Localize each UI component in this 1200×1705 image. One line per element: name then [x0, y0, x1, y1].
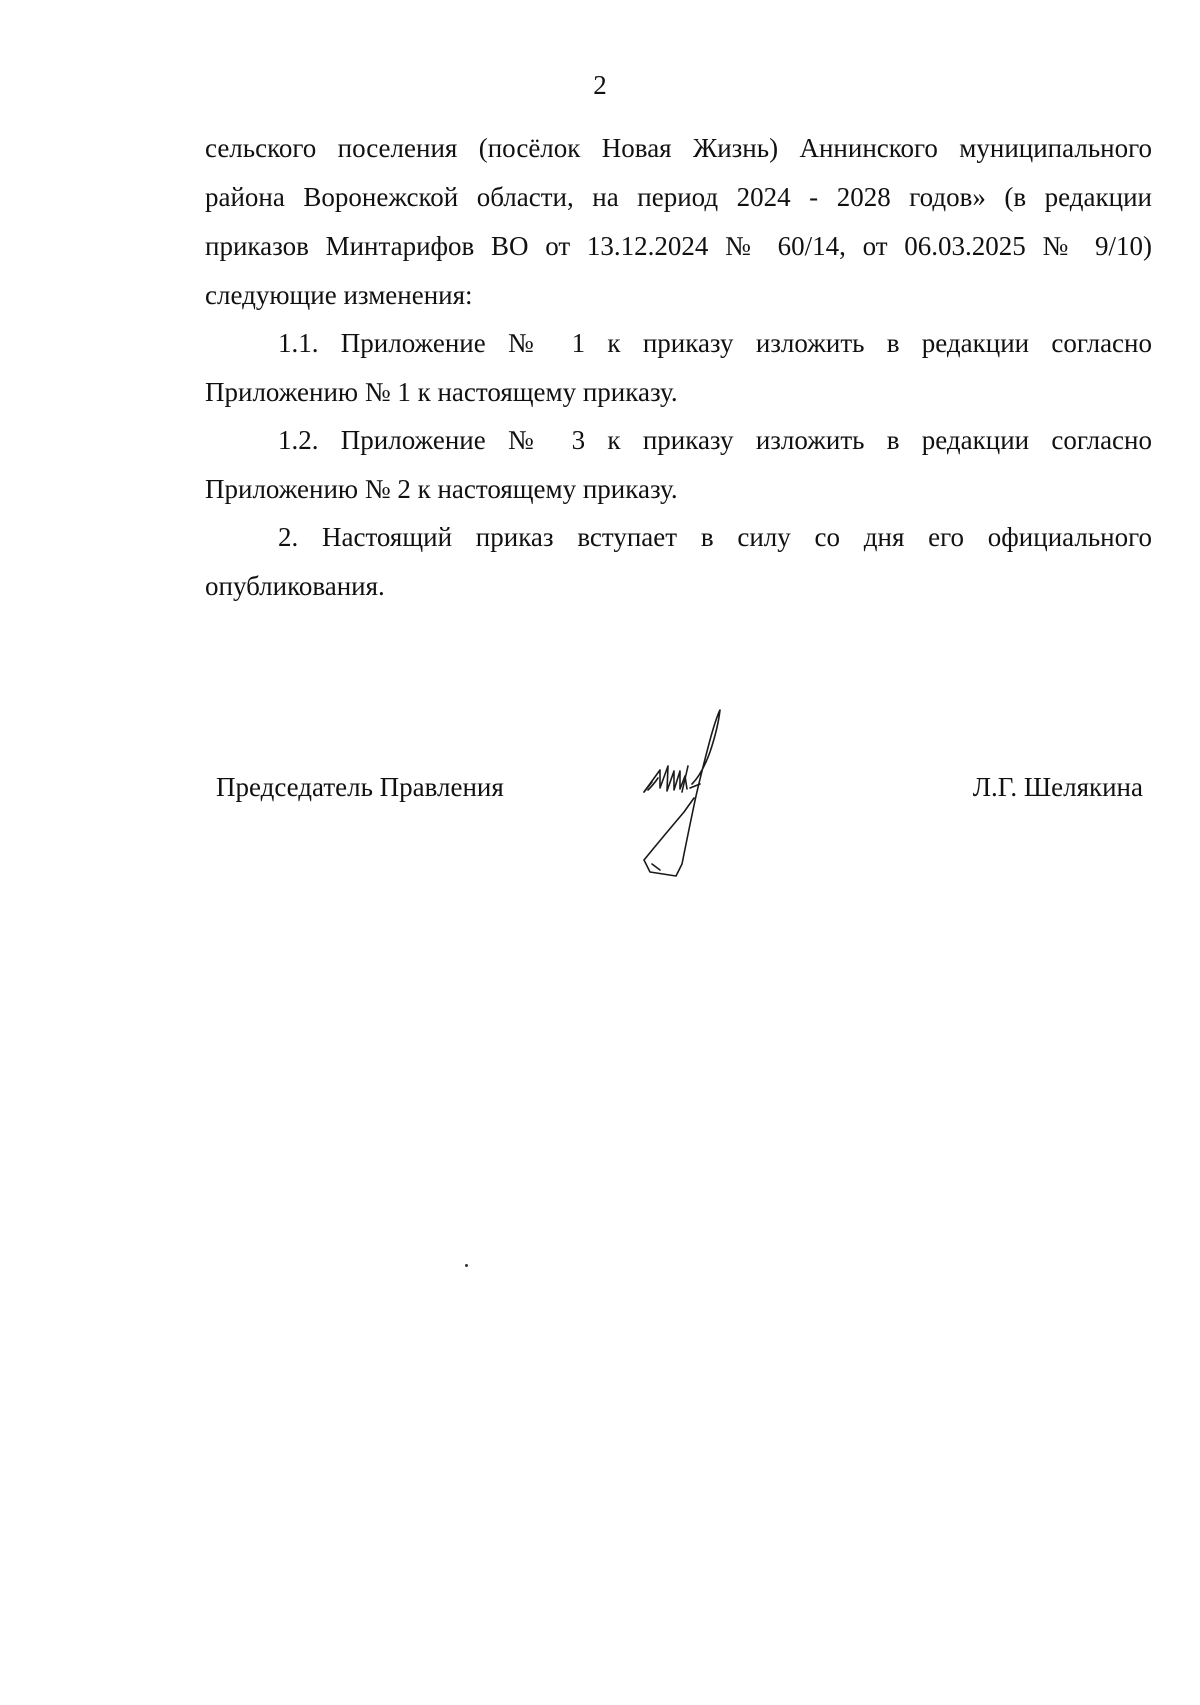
handwritten-signature	[630, 688, 780, 888]
text-line: района Воронежской области, на период 2024 - 2028 годов» (в редакции	[205, 182, 1152, 212]
text-line: 1.2. Приложение № 3 к приказу изложить в редакции согласно	[278, 425, 1152, 455]
signer-name: Л.Г. Шелякина	[972, 772, 1143, 802]
paragraph-item-1-2	[205, 416, 1152, 514]
paragraph-item-2	[205, 513, 1152, 611]
text-line: 1.1. Приложение № 1 к приказу изложить в редакции согласно	[278, 328, 1152, 358]
text-line: следующие изменения:	[205, 280, 473, 310]
page-number: 2	[593, 70, 607, 100]
signature-block	[0, 740, 1200, 900]
text-line: Приложению № 2 к настоящему приказу.	[205, 474, 678, 504]
text-line: сельского поселения (посёлок Новая Жизнь) Аннинского муниципального	[205, 133, 1152, 163]
text-line: опубликования.	[205, 571, 385, 601]
scan-speck	[465, 1264, 468, 1267]
paragraph-continuation	[205, 124, 1152, 320]
text-line: приказов Минтарифов ВО от 13.12.2024 № 60/14, от 06.03.2025 № 9/10)	[205, 231, 1152, 261]
paragraph-item-1-1	[205, 319, 1152, 417]
text-line: Приложению № 1 к настоящему приказу.	[205, 377, 678, 407]
signer-position: Председатель Правления	[216, 772, 504, 802]
text-line: 2. Настоящий приказ вступает в силу со дня его официального	[278, 522, 1152, 552]
